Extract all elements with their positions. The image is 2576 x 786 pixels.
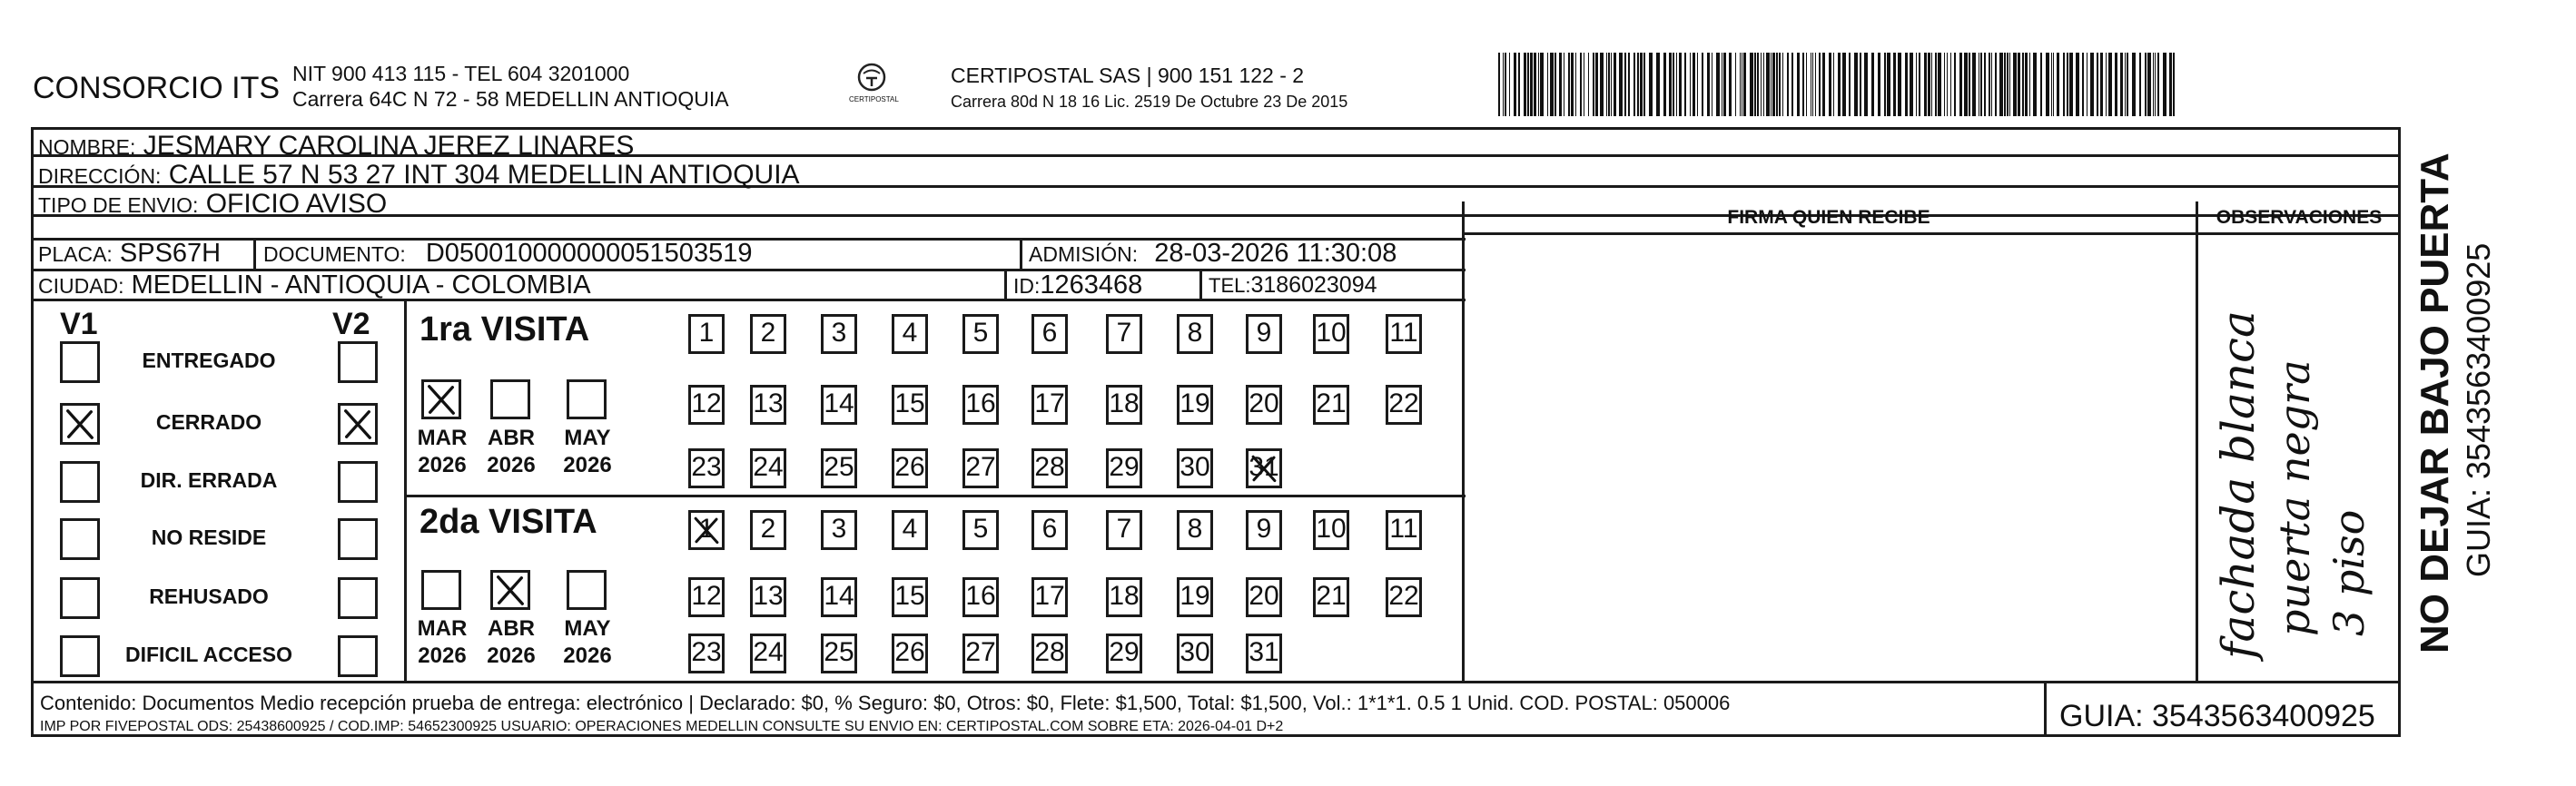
first-visit-year-label-abr: 2026 (487, 453, 536, 477)
first-visit-day-21-label: 21 (1316, 388, 1347, 418)
first-visit-day-23-label: 23 (691, 452, 722, 482)
first-visit-day-24[interactable] (750, 448, 786, 488)
first-visit-day-16[interactable] (962, 385, 999, 425)
first-visit-day-11[interactable] (1386, 314, 1422, 354)
first-visit-day-29[interactable] (1106, 448, 1142, 488)
second-visit-day-1-label: 1 (698, 514, 715, 544)
observaciones-header: OBSERVACIONES (2216, 207, 2383, 228)
first-visit-day-14[interactable] (821, 385, 857, 425)
first-visit-day-20[interactable] (1246, 385, 1282, 425)
first-visit-day-28[interactable] (1031, 448, 1068, 488)
status-label-dir-errada: DIR. ERRADA (140, 468, 278, 492)
second-visit-day-18-label: 18 (1109, 581, 1140, 611)
second-visit-day-7[interactable] (1106, 510, 1142, 550)
second-visit-month-box-may[interactable] (567, 570, 607, 610)
second-visit-day-1-mark (691, 513, 722, 547)
first-visit-day-13-label: 13 (753, 388, 784, 418)
first-visit-title: 1ra VISITA (419, 310, 590, 349)
first-visit-day-19[interactable] (1177, 385, 1213, 425)
second-visit-day-6[interactable] (1031, 510, 1068, 550)
second-visit-day-13-label: 13 (753, 581, 784, 611)
second-visit-year-label-mar: 2026 (418, 644, 467, 668)
second-visit-day-31[interactable] (1246, 634, 1282, 673)
first-visit-day-25[interactable] (821, 448, 857, 488)
second-visit-day-22[interactable] (1386, 577, 1422, 617)
second-visit-day-2-label: 2 (760, 514, 776, 544)
second-visit-day-11-label: 11 (1389, 514, 1418, 544)
v2-checkbox-dir-errada[interactable] (338, 461, 378, 503)
tipo-envio: OFICIO AVISO (205, 189, 388, 219)
first-visit-month-box-abr[interactable] (490, 379, 530, 419)
second-visit-day-4-label: 4 (902, 514, 918, 544)
second-visit-day-21-label: 21 (1316, 581, 1347, 611)
second-visit-day-12-label: 12 (691, 581, 722, 611)
second-visit-day-7-label: 7 (1116, 514, 1132, 544)
first-visit-day-12-label: 12 (691, 388, 722, 418)
second-visit-day-26-label: 26 (894, 637, 925, 667)
second-visit-day-29[interactable] (1106, 634, 1142, 673)
second-visit-day-21[interactable] (1313, 577, 1349, 617)
v2-checkbox-entregado[interactable] (338, 341, 378, 383)
second-visit-day-15[interactable] (892, 577, 928, 617)
recipient-name: JESMARY CAROLINA JEREZ LINARES (143, 131, 635, 161)
second-visit-day-2[interactable] (750, 510, 786, 550)
second-visit-day-8[interactable] (1177, 510, 1213, 550)
first-visit-day-28-label: 28 (1034, 452, 1065, 482)
second-visit-day-29-label: 29 (1109, 637, 1140, 667)
first-visit-month-box-may[interactable] (567, 379, 607, 419)
second-visit-day-24-label: 24 (753, 637, 784, 667)
second-visit-day-9[interactable] (1246, 510, 1282, 550)
placa-label: PLACA: (38, 242, 113, 266)
v2-checkbox-rehusado[interactable] (338, 577, 378, 619)
first-visit-day-26-label: 26 (894, 452, 925, 482)
first-visit-day-30[interactable] (1177, 448, 1213, 488)
barcode (1498, 53, 2179, 116)
documento-value: D050010000000051503519 (425, 239, 753, 268)
second-visit-day-25[interactable] (821, 634, 857, 673)
second-visit-day-27[interactable] (962, 634, 999, 673)
certipostal-license: Carrera 80d N 18 16 Lic. 2519 De Octubre 23 De 2015 (951, 93, 1348, 111)
recipient-address: CALLE 57 N 53 27 INT 304 MEDELLIN ANTIOQUIA (168, 160, 800, 190)
first-visit-day-4-label: 4 (902, 318, 918, 348)
second-visit-day-13[interactable] (750, 577, 786, 617)
second-visit-day-23[interactable] (688, 634, 725, 673)
first-visit-day-7-label: 7 (1116, 318, 1132, 348)
first-visit-day-31-mark (1249, 451, 1279, 486)
first-visit-day-19-label: 19 (1179, 388, 1210, 418)
first-visit-year-label-mar: 2026 (418, 453, 467, 477)
first-visit-day-21[interactable] (1313, 385, 1349, 425)
v2-checkbox-no-reside[interactable] (338, 518, 378, 560)
ciudad-value: MEDELLIN - ANTIOQUIA - COLOMBIA (131, 270, 591, 300)
first-visit-day-17[interactable] (1031, 385, 1068, 425)
tel-value: 3186023094 (1250, 272, 1377, 298)
first-visit-day-5-label: 5 (972, 318, 989, 348)
first-visit-day-15[interactable] (892, 385, 928, 425)
second-visit-day-19[interactable] (1177, 577, 1213, 617)
first-visit-day-27-label: 27 (965, 452, 996, 482)
second-visit-day-20[interactable] (1246, 577, 1282, 617)
second-visit-day-17-label: 17 (1034, 581, 1065, 611)
footer-guia: GUIA: 3543563400925 (2059, 699, 2375, 733)
second-visit-day-28-label: 28 (1034, 637, 1065, 667)
observaciones-area (2196, 232, 2401, 681)
first-visit-day-15-label: 15 (894, 388, 925, 418)
second-visit-day-22-label: 22 (1388, 581, 1419, 611)
first-visit-month-box-mar[interactable] (421, 379, 461, 419)
second-visit-month-label-mar: MAR (417, 616, 468, 641)
first-visit-day-12[interactable] (688, 385, 725, 425)
first-visit-day-13[interactable] (750, 385, 786, 425)
second-visit-day-4[interactable] (892, 510, 928, 550)
v2-checkbox-dificil-acceso[interactable] (338, 635, 378, 677)
second-visit-title: 2da VISITA (419, 503, 597, 541)
second-visit-day-30[interactable] (1177, 634, 1213, 673)
logo-caption: CERTIPOSTAL (849, 95, 899, 103)
tel-label: TEL: (1209, 274, 1251, 297)
v2-checkbox-cerrado[interactable] (338, 403, 378, 445)
second-visit-day-25-label: 25 (824, 637, 854, 667)
company-name: CONSORCIO ITS (33, 71, 281, 105)
first-visit-month-label-mar: MAR (417, 426, 468, 450)
first-visit-day-3-label: 3 (831, 318, 847, 348)
footer-contenido: Contenido: Documentos Medio recepción prueba de entrega: electrónico | Declarado: $0, % Seguro: $0, Otros: $0, Flete: $1,500, Total: $1,500, Vol.: 1*1*1. 0.5 1 Unid. COD. POSTAL: 050006 (40, 692, 1731, 714)
first-visit-day-2-label: 2 (760, 318, 776, 348)
id-value: 1263468 (1040, 270, 1143, 300)
first-visit-day-22-label: 22 (1388, 388, 1419, 418)
first-visit-day-24-label: 24 (753, 452, 784, 482)
first-visit-day-18-label: 18 (1109, 388, 1140, 418)
second-visit-day-14[interactable] (821, 577, 857, 617)
nombre-label: NOMBRE: (38, 135, 136, 159)
second-visit-day-31-label: 31 (1249, 637, 1279, 667)
certipostal-name: CERTIPOSTAL SAS | 900 151 122 - 2 (951, 64, 1305, 87)
first-visit-day-8-label: 8 (1187, 318, 1203, 348)
first-visit-day-7[interactable] (1106, 314, 1142, 354)
second-visit-day-30-label: 30 (1179, 637, 1210, 667)
first-visit-day-2[interactable] (750, 314, 786, 354)
first-visit-day-8[interactable] (1177, 314, 1213, 354)
first-visit-day-4[interactable] (892, 314, 928, 354)
second-visit-day-3[interactable] (821, 510, 857, 550)
id-label: ID: (1013, 274, 1041, 298)
first-visit-day-18[interactable] (1106, 385, 1142, 425)
second-visit-day-5[interactable] (962, 510, 999, 550)
admision-value: 28-03-2026 11:30:08 (1154, 239, 1397, 268)
second-visit-day-24[interactable] (750, 634, 786, 673)
status-label-cerrado: CERRADO (155, 410, 262, 434)
second-visit-day-12[interactable] (688, 577, 725, 617)
status-label-no-reside: NO RESIDE (151, 526, 267, 549)
second-visit-day-18[interactable] (1106, 577, 1142, 617)
first-visit-day-11-label: 11 (1389, 318, 1418, 348)
first-visit-day-14-label: 14 (824, 388, 854, 418)
second-visit-month-box-abr[interactable] (490, 570, 530, 610)
first-visit-day-27[interactable] (962, 448, 999, 488)
second-visit-day-26[interactable] (892, 634, 928, 673)
first-visit-day-10-label: 10 (1316, 318, 1347, 348)
v2-label: V2 (332, 307, 370, 341)
first-visit-day-30-label: 30 (1179, 452, 1210, 482)
second-visit-month-label-abr: ABR (488, 616, 535, 641)
first-visit-month-label-abr: ABR (488, 426, 535, 450)
second-visit-day-16-label: 16 (965, 581, 996, 611)
second-visit-day-14-label: 14 (824, 581, 854, 611)
first-visit-day-26[interactable] (892, 448, 928, 488)
tipo-envio-label: TIPO DE ENVIO: (38, 193, 199, 217)
second-visit-day-1[interactable] (688, 510, 725, 550)
first-visit-day-6-label: 6 (1041, 318, 1058, 348)
first-visit-day-20-label: 20 (1249, 388, 1279, 418)
second-visit-day-20-label: 20 (1249, 581, 1279, 611)
company-address: Carrera 64C N 72 - 58 MEDELLIN ANTIOQUIA (292, 87, 729, 111)
second-visit-day-27-label: 27 (965, 637, 996, 667)
first-visit-day-1-label: 1 (698, 318, 715, 348)
second-visit-day-9-label: 9 (1256, 514, 1272, 544)
first-visit-month-label-may: MAY (564, 426, 611, 450)
first-visit-day-10[interactable] (1313, 314, 1349, 354)
documento-label: DOCUMENTO: (263, 242, 406, 266)
first-visit-year-label-may: 2026 (563, 453, 612, 477)
first-visit-day-17-label: 17 (1034, 388, 1065, 418)
first-visit-day-16-label: 16 (965, 388, 996, 418)
placa-value: SPS67H (119, 239, 222, 268)
obs-line-2: puerta negra (2270, 359, 2319, 636)
second-visit-day-16[interactable] (962, 577, 999, 617)
company-nit: NIT 900 413 115 - TEL 604 3201000 (292, 62, 630, 85)
first-visit-day-23[interactable] (688, 448, 725, 488)
first-visit-day-22[interactable] (1386, 385, 1422, 425)
second-visit-day-15-label: 15 (894, 581, 925, 611)
second-visit-day-17[interactable] (1031, 577, 1068, 617)
footer-imp: IMP POR FIVEPOSTAL ODS: 25438600925 / COD.IMP: 54652300925 USUARIO: OPERACIONES MEDELLIN CONSULTE SU ENVIO EN: CERTIPOSTAL.COM SOBRE ETA: 2026-04-01 D+2 (40, 719, 1284, 734)
first-visit-day-31[interactable] (1246, 448, 1282, 488)
obs-line-3: 3 piso (2324, 509, 2374, 636)
first-visit-day-9[interactable] (1246, 314, 1282, 354)
first-visit-day-29-label: 29 (1109, 452, 1140, 482)
first-visit-day-6[interactable] (1031, 314, 1068, 354)
side-warning: NO DEJAR BAJO PUERTA (2413, 152, 2457, 653)
side-guia: GUIA: 3543563400925 (2460, 242, 2497, 577)
status-label-rehusado: REHUSADO (149, 585, 269, 608)
first-visit-day-5[interactable] (962, 314, 999, 354)
second-visit-year-label-abr: 2026 (487, 644, 536, 668)
status-label-entregado: ENTREGADO (142, 349, 276, 372)
second-visit-year-label-may: 2026 (563, 644, 612, 668)
v1-label: V1 (60, 307, 98, 341)
second-visit-day-6-label: 6 (1041, 514, 1058, 544)
second-visit-day-10[interactable] (1313, 510, 1349, 550)
ciudad-label: CIUDAD: (38, 274, 124, 298)
second-visit-day-10-label: 10 (1316, 514, 1347, 544)
second-visit-day-28[interactable] (1031, 634, 1068, 673)
second-visit-day-23-label: 23 (691, 637, 722, 667)
first-visit-day-3[interactable] (821, 314, 857, 354)
obs-line-1: fachada blanca (2212, 310, 2265, 659)
first-visit-day-1[interactable] (688, 314, 725, 354)
second-visit-day-3-label: 3 (831, 514, 847, 544)
status-label-dificil-acceso: DIFICIL ACCESO (124, 643, 292, 666)
certipostal-logo-icon (854, 62, 890, 94)
second-visit-day-19-label: 19 (1179, 581, 1210, 611)
second-visit-day-5-label: 5 (972, 514, 989, 544)
admision-label: ADMISIÓN: (1029, 242, 1139, 266)
first-visit-day-25-label: 25 (824, 452, 854, 482)
direccion-label: DIRECCIÓN: (38, 164, 162, 188)
second-visit-month-label-may: MAY (564, 616, 611, 641)
firma-header: FIRMA QUIEN RECIBE (1727, 207, 1930, 228)
second-visit-day-8-label: 8 (1187, 514, 1203, 544)
second-visit-day-11[interactable] (1386, 510, 1422, 550)
first-visit-day-9-label: 9 (1256, 318, 1272, 348)
first-visit-day-31-label: 31 (1249, 452, 1279, 482)
second-visit-month-box-mar[interactable] (421, 570, 461, 610)
